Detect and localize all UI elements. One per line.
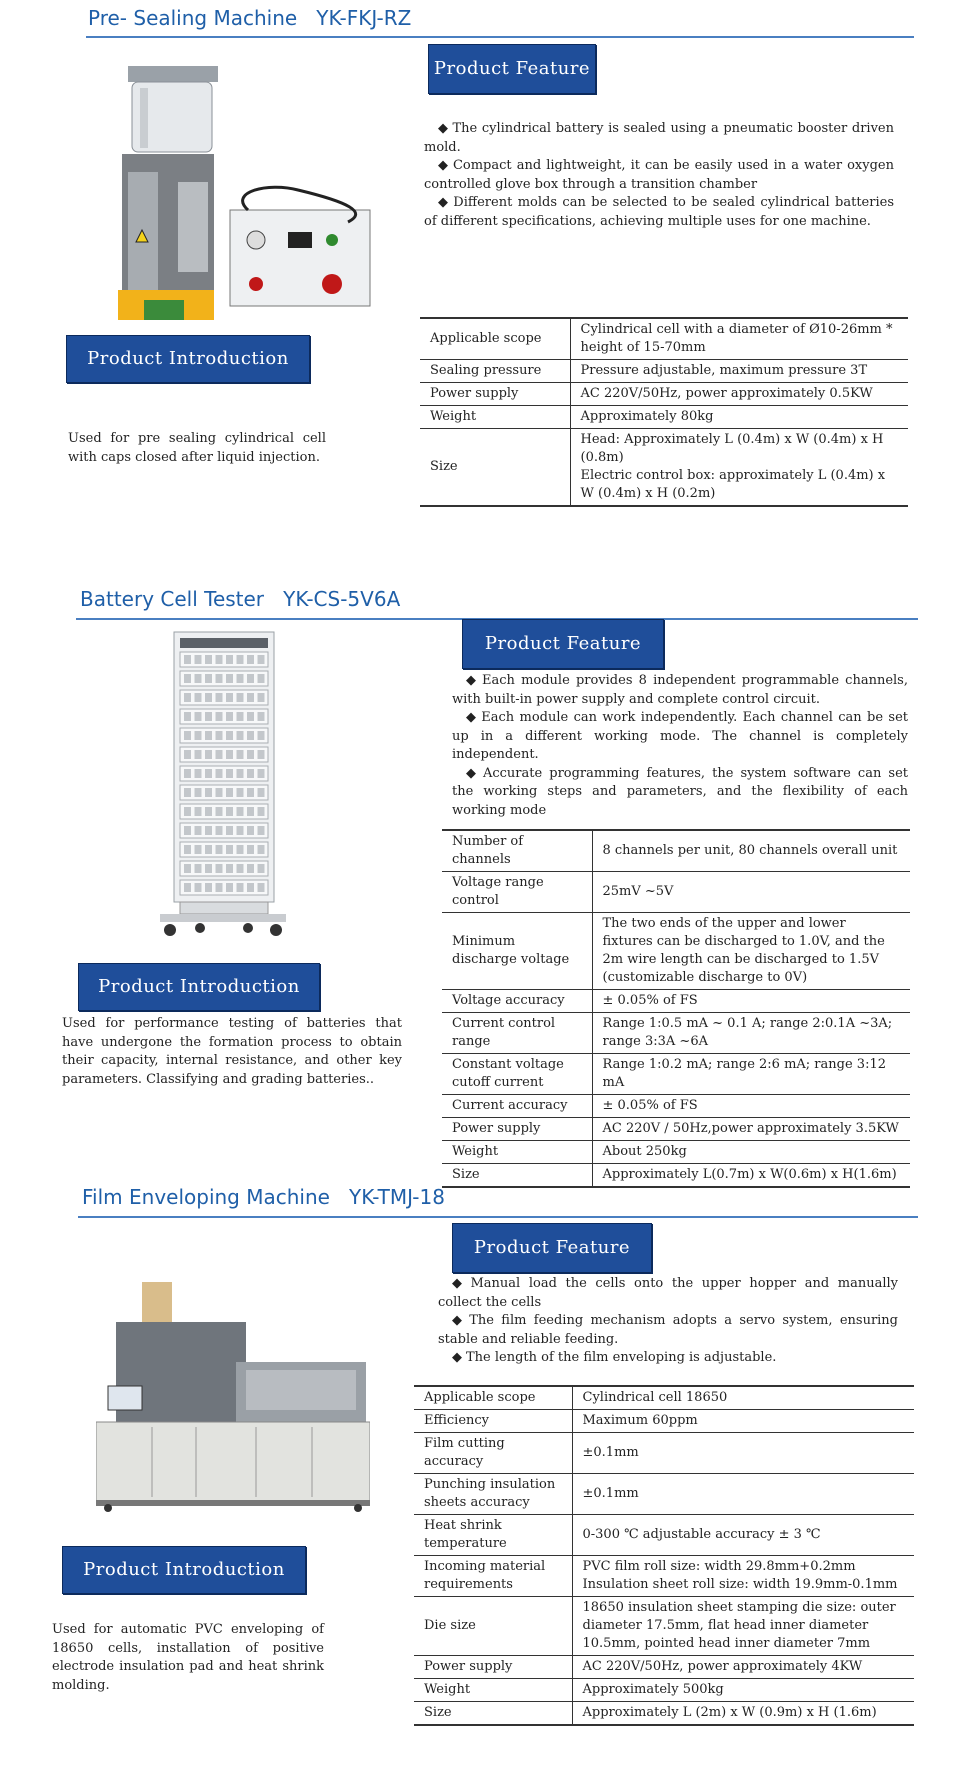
spec-label: Die size <box>414 1597 572 1656</box>
product-introduction-heading: Product Introduction <box>66 335 310 383</box>
spec-value-line: The two ends of the upper and lower fixtures can be discharged to 1.0V, and the 2m wire length can be discharged to 1.5V (customizable discharge to 0V) <box>602 916 885 985</box>
spec-label: Weight <box>420 406 570 429</box>
spec-value-line: Approximately 500kg <box>582 1682 724 1697</box>
title-underline <box>78 1216 918 1218</box>
spec-row <box>420 429 908 507</box>
spec-label: Current accuracy <box>442 1095 592 1118</box>
spec-value-line: 8 channels per unit, 80 channels overall unit <box>602 843 898 858</box>
spec-value-line: ±0.1mm <box>582 1445 639 1460</box>
spec-value-line: Head: Approximately L (0.4m) x W (0.4m) x H (0.8m) <box>580 432 884 465</box>
battery-cell-tester-image <box>160 628 286 940</box>
spec-row <box>414 1433 914 1474</box>
feature-item: ◆ The film feeding mechanism adopts a servo system, ensuring stable and reliable feeding. <box>438 1313 899 1347</box>
feature-list <box>424 120 894 231</box>
film-enveloping-machine-image <box>96 1282 370 1512</box>
diamond-bullet-icon: ◆ <box>466 710 478 725</box>
spec-label: Weight <box>414 1679 572 1702</box>
spec-row <box>442 1118 910 1141</box>
spec-value-line: ± 0.05% of FS <box>602 1098 698 1113</box>
spec-row <box>420 318 908 360</box>
spec-label: Efficiency <box>414 1410 572 1433</box>
spec-value-line: Approximately L (2m) x W (0.9m) x H (1.6m) <box>582 1705 877 1720</box>
spec-row <box>442 1054 910 1095</box>
feature-item: ◆ Accurate programming features, the system software can set the working steps and parameters, and the flexibility of each working mode <box>452 765 908 818</box>
spec-value-line: Range 1:0.2 mA; range 2:6 mA; range 3:12 mA <box>602 1057 886 1090</box>
spec-label: Constant voltage cutoff current <box>442 1054 592 1095</box>
diamond-bullet-icon: ◆ <box>452 1350 462 1365</box>
diamond-bullet-icon: ◆ <box>438 195 450 210</box>
spec-value <box>570 318 908 360</box>
spec-value-line: Pressure adjustable, maximum pressure 3T <box>580 363 868 378</box>
spec-row <box>414 1386 914 1410</box>
spec-label: Power supply <box>442 1118 592 1141</box>
product-introduction-text: Used for performance testing of batteries that have undergone the formation process to obtain their capacity, internal resistance, and other key parameters. Classifying and grading batteries.. <box>62 1016 402 1087</box>
spec-value <box>572 1386 914 1410</box>
spec-row <box>414 1679 914 1702</box>
spec-label: Current control range <box>442 1013 592 1054</box>
product-introduction-heading: Product Introduction <box>78 963 320 1011</box>
diamond-bullet-icon: ◆ <box>438 121 449 136</box>
spec-label: Sealing pressure <box>420 360 570 383</box>
spec-row <box>414 1702 914 1726</box>
feature-item: ◆ Each module can work independently. Each channel can be set up in a different working mode. The channel is completely independent. <box>452 710 909 762</box>
spec-table <box>420 317 908 507</box>
spec-value <box>592 1118 910 1141</box>
spec-row <box>420 360 908 383</box>
spec-value <box>570 360 908 383</box>
spec-label: Size <box>442 1164 592 1188</box>
section-title-battery-cell-tester: Battery Cell Tester YK-CS-5V6A <box>80 587 401 611</box>
spec-label: Power supply <box>420 383 570 406</box>
spec-row <box>414 1474 914 1515</box>
spec-label: Number of channels <box>442 830 592 872</box>
spec-value-line: ± 0.05% of FS <box>602 993 698 1008</box>
spec-value <box>592 872 910 913</box>
spec-row <box>414 1515 914 1556</box>
spec-label: Punching insulation sheets accuracy <box>414 1474 572 1515</box>
diamond-bullet-icon: ◆ <box>466 673 479 688</box>
spec-row <box>442 1013 910 1054</box>
spec-value-line: Approximately L(0.7m) x W(0.6m) x H(1.6m) <box>602 1167 897 1182</box>
spec-value <box>572 1679 914 1702</box>
product-feature-heading: Product Feature <box>452 1223 652 1273</box>
spec-row <box>442 1095 910 1118</box>
spec-value <box>592 990 910 1013</box>
spec-row <box>442 990 910 1013</box>
pre-sealing-machine-image <box>118 62 380 324</box>
spec-row <box>442 1141 910 1164</box>
spec-label: Applicable scope <box>414 1386 572 1410</box>
spec-value <box>592 1095 910 1118</box>
product-feature-heading: Product Feature <box>428 44 596 94</box>
spec-label: Film cutting accuracy <box>414 1433 572 1474</box>
feature-item: ◆ The cylindrical battery is sealed using a pneumatic booster driven mold. <box>424 121 895 155</box>
feature-item: ◆ Each module provides 8 independent programmable channels, with built-in power supply and complete control circuit. <box>452 673 908 707</box>
spec-value <box>572 1474 914 1515</box>
spec-value <box>570 383 908 406</box>
spec-value-line: AC 220V / 50Hz,power approximately 3.5KW <box>602 1121 899 1136</box>
spec-label: Weight <box>442 1141 592 1164</box>
spec-value <box>592 1054 910 1095</box>
product-introduction-text: Used for pre sealing cylindrical cell with caps closed after liquid injection. <box>68 431 326 465</box>
spec-value-line: Cylindrical cell 18650 <box>582 1390 728 1405</box>
spec-value <box>570 406 908 429</box>
spec-value <box>592 913 910 990</box>
spec-value-line: AC 220V/50Hz, power approximately 0.5KW <box>580 386 873 401</box>
spec-label: Size <box>420 429 570 507</box>
spec-value <box>572 1433 914 1474</box>
diamond-bullet-icon: ◆ <box>438 158 449 173</box>
product-introduction-heading: Product Introduction <box>62 1546 306 1594</box>
feature-item: ◆ Compact and lightweight, it can be easily used in a water oxygen controlled glove box through a transition chamber <box>424 158 894 192</box>
spec-value-line: Cylindrical cell with a diameter of Ø10-26mm * height of 15-70mm <box>580 322 893 355</box>
spec-value-line: Electric control box: approximately L (0.4m) x W (0.4m) x H (0.2m) <box>580 468 886 501</box>
feature-list <box>438 1275 898 1368</box>
spec-value <box>572 1410 914 1433</box>
feature-item: ◆ Manual load the cells onto the upper hopper and manually collect the cells <box>438 1276 899 1310</box>
spec-row <box>442 830 910 872</box>
spec-value-line: AC 220V/50Hz, power approximately 4KW <box>582 1659 863 1674</box>
spec-label: Voltage accuracy <box>442 990 592 1013</box>
feature-item: ◆ Different molds can be selected to be sealed cylindrical batteries of different specifications, achieving multiple uses for one machine. <box>424 195 894 229</box>
diamond-bullet-icon: ◆ <box>452 1276 467 1291</box>
spec-label: Applicable scope <box>420 318 570 360</box>
spec-value-line: 18650 insulation sheet stamping die size: outer diameter 17.5mm, flat head inner diameter 10.5mm, pointed head inner diameter 7mm <box>582 1600 896 1651</box>
spec-value <box>572 1702 914 1726</box>
spec-value <box>572 1556 914 1597</box>
feature-list <box>452 672 908 820</box>
spec-label: Minimum discharge voltage <box>442 913 592 990</box>
spec-value-line: 0-300 ℃ adjustable accuracy ± 3 ℃ <box>582 1527 821 1542</box>
feature-item: ◆ The length of the film enveloping is adjustable. <box>452 1350 777 1365</box>
spec-label: Heat shrink temperature <box>414 1515 572 1556</box>
spec-row <box>414 1597 914 1656</box>
spec-value-line: Insulation sheet roll size: width 19.9mm-0.1mm <box>582 1577 898 1592</box>
spec-label: Voltage range control <box>442 872 592 913</box>
spec-value <box>592 830 910 872</box>
spec-value-line: ±0.1mm <box>582 1486 639 1501</box>
spec-value <box>572 1656 914 1679</box>
diamond-bullet-icon: ◆ <box>466 765 479 781</box>
product-introduction-text: Used for automatic PVC enveloping of 18650 cells, installation of positive electrode insulation pad and heat shrink molding. <box>52 1622 324 1693</box>
spec-value <box>570 429 908 507</box>
spec-value-line: 25mV ~5V <box>602 884 674 899</box>
spec-row <box>414 1556 914 1597</box>
section-title-pre-sealing: Pre- Sealing Machine YK-FKJ-RZ <box>88 6 412 30</box>
spec-row <box>420 383 908 406</box>
title-underline <box>86 36 914 38</box>
spec-row <box>420 406 908 429</box>
diamond-bullet-icon: ◆ <box>452 1313 466 1328</box>
spec-row <box>442 872 910 913</box>
spec-value-line: Maximum 60ppm <box>582 1413 698 1428</box>
spec-value <box>592 1141 910 1164</box>
spec-value <box>592 1013 910 1054</box>
spec-value <box>592 1164 910 1188</box>
product-feature-heading: Product Feature <box>462 619 664 669</box>
spec-value-line: PVC film roll size: width 29.8mm+0.2mm <box>582 1559 856 1574</box>
spec-row <box>414 1410 914 1433</box>
spec-row <box>414 1656 914 1679</box>
spec-row <box>442 1164 910 1188</box>
spec-label: Incoming material requirements <box>414 1556 572 1597</box>
spec-table <box>414 1385 914 1726</box>
spec-value <box>572 1597 914 1656</box>
spec-row <box>442 913 910 990</box>
spec-value <box>572 1515 914 1556</box>
spec-value-line: Approximately 80kg <box>580 409 714 424</box>
spec-label: Size <box>414 1702 572 1726</box>
spec-value-line: Range 1:0.5 mA ~ 0.1 A; range 2:0.1A ~3A; range 3:3A ~6A <box>602 1016 893 1049</box>
spec-value-line: About 250kg <box>602 1144 687 1159</box>
spec-table <box>442 829 910 1188</box>
spec-label: Power supply <box>414 1656 572 1679</box>
section-title-film-enveloping: Film Enveloping Machine YK-TMJ-18 <box>82 1185 445 1209</box>
